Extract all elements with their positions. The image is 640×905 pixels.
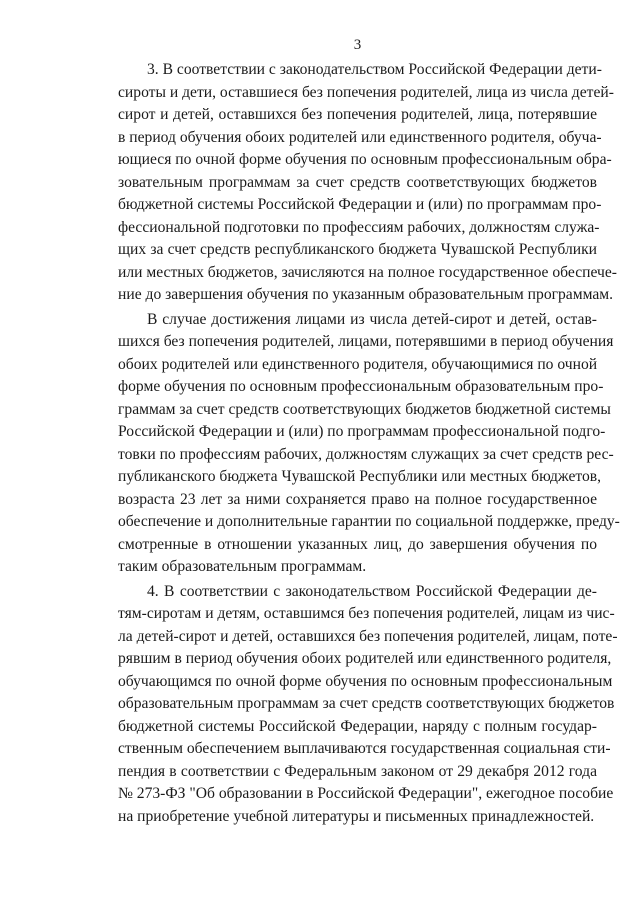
- text-line: обучающимся по очной форме обучения по основным профессиональным: [118, 672, 613, 690]
- text-line: в период обучения обоих родителей или единственного родителя, обуча-: [118, 128, 602, 146]
- text-line: пендия в соответствии с Федеральным законом от 29 декабря 2012 года: [118, 762, 597, 780]
- text-line: шихся без попечения родителей, лицами, потерявшими в период обучения: [118, 333, 614, 350]
- paragraph: [118, 309, 620, 579]
- text-line: Российской Федерации и (или) по программам профессиональной подго-: [118, 423, 606, 440]
- text-line: товки по профессиям рабочих, должностям служащих за счет средств рес-: [118, 445, 614, 463]
- text-line: публиканского бюджета Чувашской Республики или местных бюджетов,: [118, 468, 602, 485]
- text-line: бюджетной системы Российской Федерации и (или) по программам про-: [118, 196, 602, 213]
- text-line: на приобретение учебной литературы и письменных принадлежностей.: [118, 807, 595, 825]
- text-line: образовательным программам за счет средств соответствующих бюджетов: [118, 695, 615, 712]
- text-line: рявшим в период обучения обоих родителей или единственного родителя,: [118, 650, 612, 667]
- text-line: фессиональной подготовки по профессиям рабочих, должностям служа-: [118, 218, 600, 236]
- text-line: форме обучения по основным профессиональным образовательным про-: [118, 378, 604, 395]
- text-line: обоих родителей или единственного родителя, обучающимися по очной: [118, 355, 598, 373]
- text-line: В случае достижения лицами из числа детей-сирот и детей, остав-: [147, 310, 597, 328]
- text-line: бюджетной системы Российской Федерации, наряду с полным государ-: [118, 717, 597, 735]
- text-line: или местных бюджетов, зачисляются на полное государственное обеспече-: [118, 263, 617, 281]
- text-line: возраста 23 лет за ними сохраняется право на полное государственное: [118, 490, 597, 508]
- text-line: обеспечение и дополнительные гарантии по социальной поддержке, преду-: [118, 513, 620, 530]
- text-line: ющиеся по очной форме обучения по основным профессиональным обра-: [118, 151, 612, 168]
- text-line: ние до завершения обучения по указанным образовательным программам.: [118, 286, 614, 303]
- text-line: ственным обеспечением выплачиваются государственная социальная сти-: [118, 740, 611, 757]
- text-line: тям-сиротам и детям, оставшимся без попечения родителей, лицам из чис-: [118, 605, 615, 622]
- text-line: ла детей-сирот и детей, оставшихся без попечения родителей, лицам, поте-: [118, 627, 618, 645]
- text-line: зовательным программам за счет средств соответствующих бюджетов: [118, 173, 597, 191]
- document-body: [118, 59, 620, 828]
- text-line: сироты и дети, оставшиеся без попечения родителей, лица из числа детей-: [118, 83, 614, 101]
- paragraph: [118, 581, 618, 829]
- text-line: щих за счет средств республиканского бюджета Чувашской Республики: [118, 241, 597, 258]
- text-line: граммам за счет средств соответствующих бюджетов бюджетной системы: [118, 400, 611, 418]
- paragraph: [118, 59, 617, 307]
- text-line: смотренные в отношении указанных лиц, до завершения обучения по: [118, 535, 597, 553]
- text-line: 4. В соответствии с законодательством Российской Федерации де-: [147, 582, 597, 600]
- text-line: № 273-ФЗ "Об образовании в Российской Федерации", ежегодное пособие: [118, 785, 614, 802]
- text-line: сирот и детей, оставшихся без попечения родителей, лица, потерявшие: [118, 106, 597, 123]
- page-number: 3: [353, 37, 362, 53]
- text-line: таким образовательным программам.: [118, 558, 367, 575]
- text-line: 3. В соответствии с законодательством Российской Федерации дети-: [147, 61, 602, 78]
